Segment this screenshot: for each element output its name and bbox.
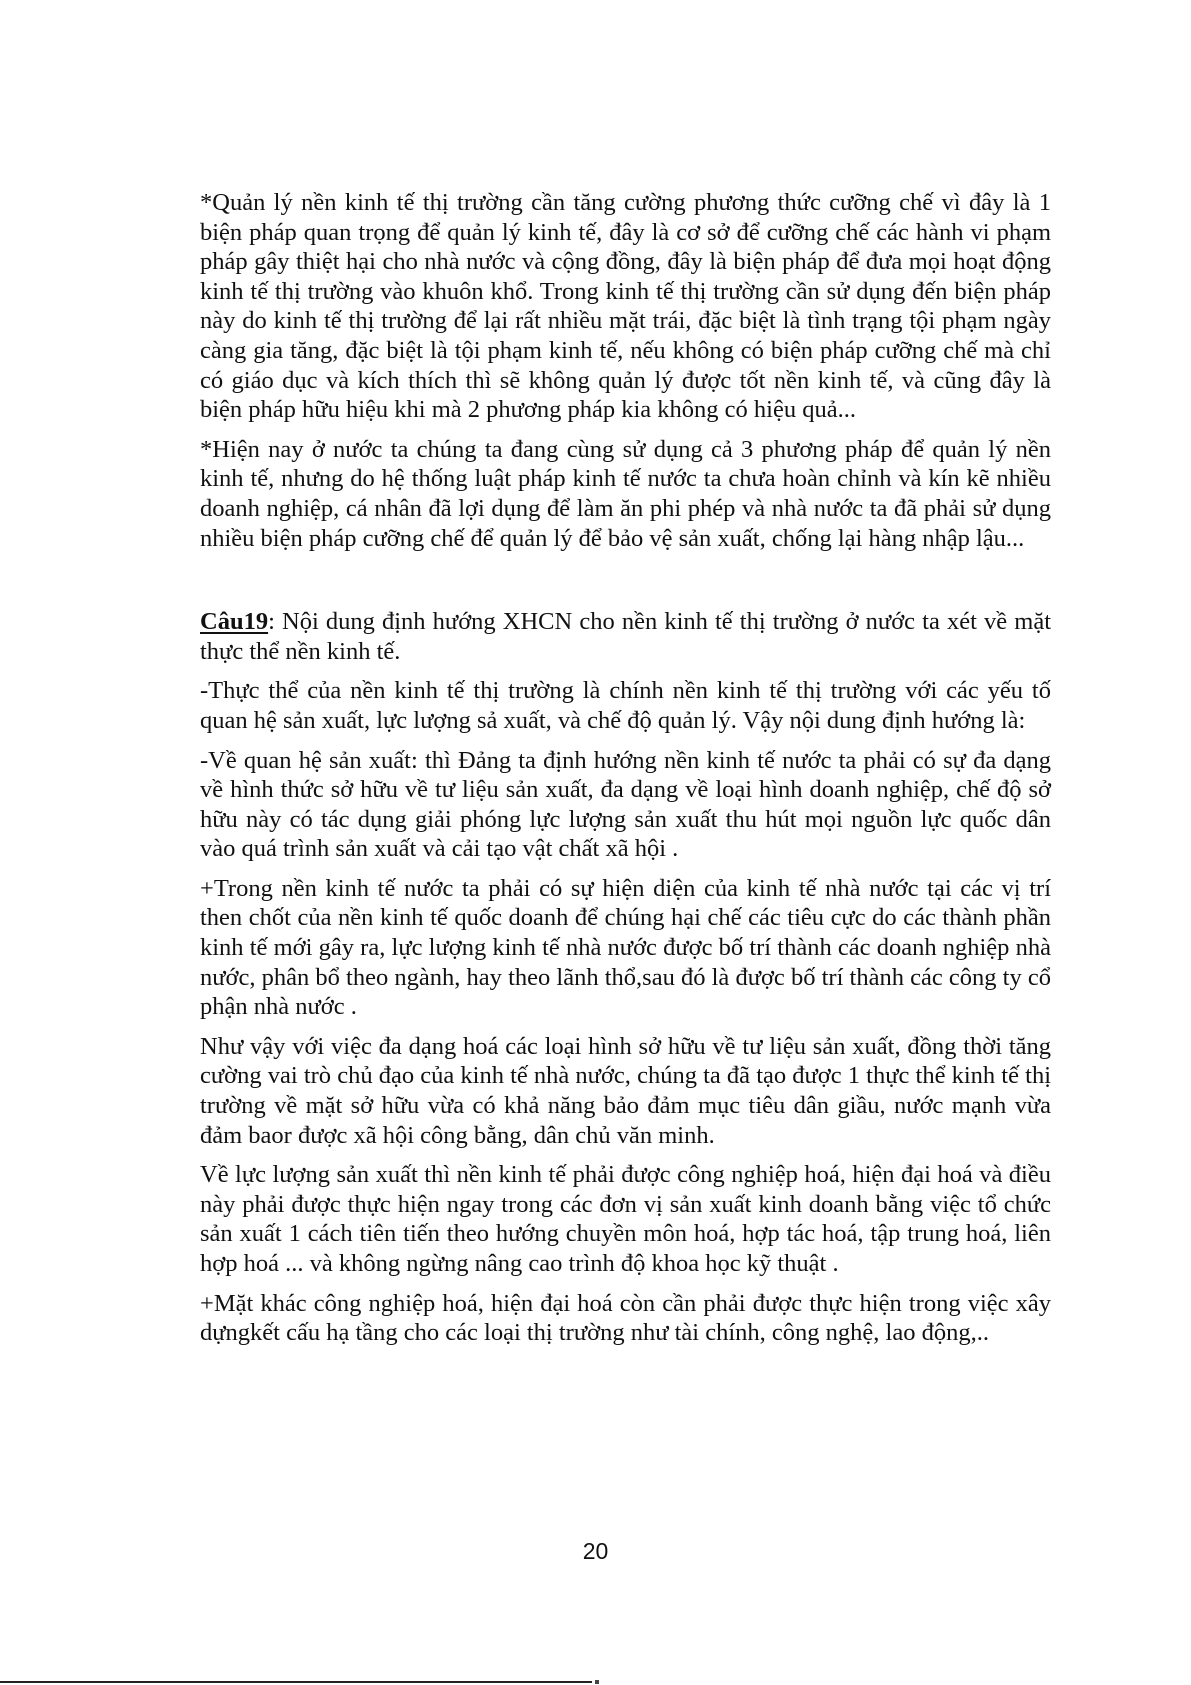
page-number: 20 <box>582 1538 609 1564</box>
page-body <box>200 188 1051 1348</box>
paragraph-state-economy: +Trong nền kinh tế nước ta phải có sự hiện diện của kinh tế nhà nước tại các vị trí then chốt của nền kinh tế quốc doanh để chúng hại chế các tiêu cực do các thành phần kinh tế mới gây ra, lực lượng kinh tế nhà nước được bố trí thành các doanh nghiệp nhà nước, phân bổ theo ngành, hay theo lãnh thổ,sau đó là được bố trí thành các công ty cổ phận nhà nước . <box>200 874 1051 1021</box>
paragraph-infrastructure: +Mặt khác công nghiệp hoá, hiện đại hoá còn cần phải được thực hiện trong việc xây dựngkết cấu hạ tầng cho các loại thị trường như tài chính, công nghệ, lao động,.. <box>200 1289 1051 1347</box>
bottom-divider-mark <box>595 1680 599 1684</box>
question-text: : Nội dung định hướng XHCN cho nền kinh tế thị trường ở nước ta xét về mặt thực thể nền kinh tế. <box>200 608 1051 665</box>
paragraph-current-methods: *Hiện nay ở nước ta chúng ta đang cùng sử dụng cả 3 phương pháp để quản lý nền kinh tế, nhưng do hệ thống luật pháp kinh tế nước ta chưa hoàn chỉnh và kín kẽ nhiều doanh nghiệp, cá nhân đã lợi dụng để làm ăn phi phép và nhà nước ta đã phải sử dụng nhiều biện pháp cưỡng chế để quản lý để bảo vệ sản xuất, chống lại hàng nhập lậu... <box>200 435 1051 552</box>
paragraph-productive-forces: Về lực lượng sản xuất thì nền kinh tế phải được công nghiệp hoá, hiện đại hoá và điều này phải được thực hiện ngay trong các đơn vị sản xuất kinh doanh bằng việc tổ chức sản xuất 1 cách tiên tiến theo hướng chuyền môn hoá, hợp tác hoá, tập trung hoá, liên hợp hoá ... và không ngừng nâng cao trình độ khoa học kỹ thuật . <box>200 1161 1051 1277</box>
paragraph-coercion-method: *Quản lý nền kinh tế thị trường cần tăng cường phương thức cưỡng chế vì đây là 1 biện pháp quan trọng để quản lý kinh tế, đây là cơ sở để cưỡng chế các hành vi phạm pháp gây thiệt hại cho nhà nước và cộng đồng, đây là biện pháp để đưa mọi hoạt động kinh tế thị trường vào khuôn khổ. Trong kinh tế thị trường cần sử dụng đến biện pháp này do kinh tế thị trường để lại rất nhiều mặt trái, đặc biệt là tình trạng tội phạm ngày càng gia tăng, đặc biệt là tội phạm kinh tế, nếu không có biện pháp cưỡng chế mà chỉ có giáo dục và kích thích thì sẽ không quản lý được tốt nền kinh tế, và cũng đây là biện pháp hữu hiệu khi mà 2 phương pháp kia không có hiệu quả... <box>200 189 1051 424</box>
paragraph-ownership-diversification: Như vậy với việc đa dạng hoá các loại hình sở hữu về tư liệu sản xuất, đồng thời tăng cường vai trò chủ đạo của kinh tế nhà nước, chúng ta đã tạo được 1 thực thể kinh tế thị trường về mặt sở hữu vừa có khả năng bảo đảm mục tiêu dân giầu, nước mạnh vừa đảm baor được xã hội công bằng, dân chủ văn minh. <box>200 1032 1051 1149</box>
paragraph-entity-definition: -Thực thể của nền kinh tế thị trường là chính nền kinh tế thị trường với các yếu tố quan hệ sản xuất, lực lượng sả xuất, và chế độ quản lý. Vậy nội dung định hướng là: <box>200 677 1051 734</box>
question-label: Câu19 <box>200 608 269 636</box>
paragraph-production-relations: -Về quan hệ sản xuất: thì Đảng ta định hướng nền kinh tế nước ta phải có sự đa dạng về hình thức sở hữu về tư liệu sản xuất, đa dạng về loại hình doanh nghiệp, chế độ sở hữu này có tác dụng giải phóng lực lượng sản xuất thu hút mọi nguồn lực quốc dân vào quá trình sản xuất và cải tạo vật chất xã hội . <box>200 746 1051 863</box>
bottom-divider <box>0 1681 592 1683</box>
question-heading <box>200 607 1051 666</box>
